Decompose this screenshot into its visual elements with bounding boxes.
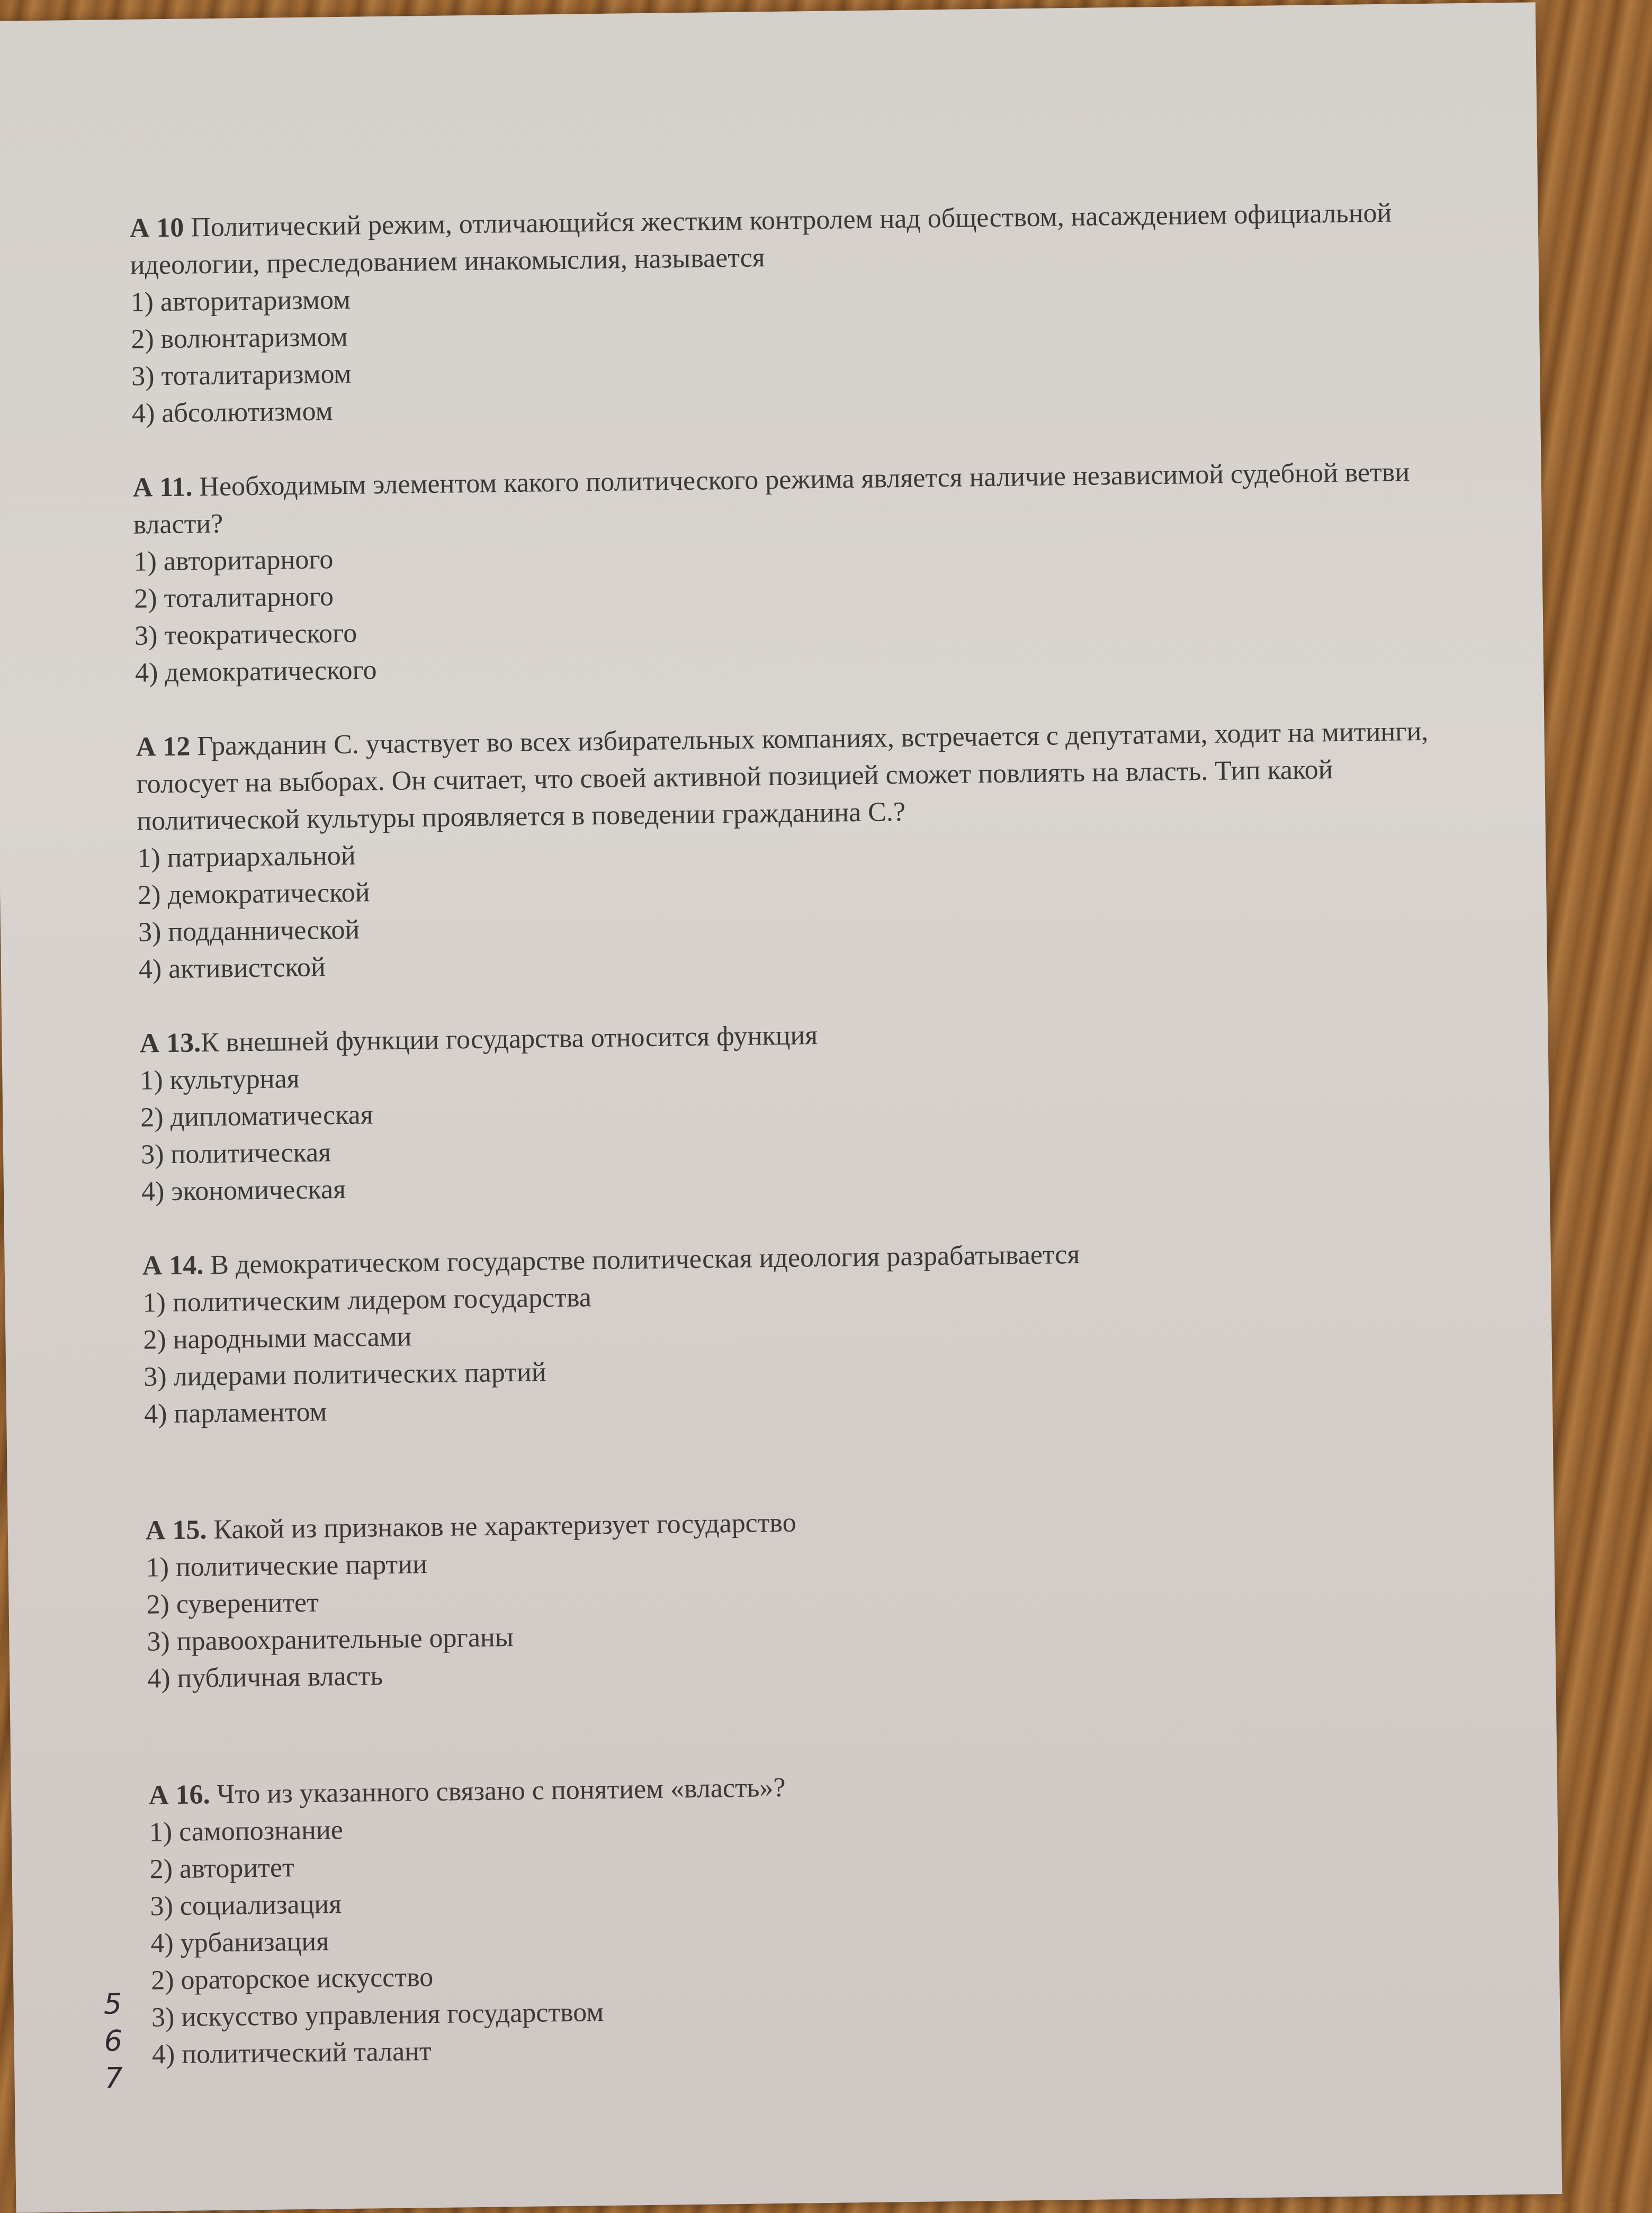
question-a13 (139, 1009, 1455, 1210)
answer-option: 4) публичная власть (147, 1661, 383, 1694)
handwritten-number: 6 (104, 2024, 123, 2058)
answer-option-text: 4) политический талант (151, 2036, 432, 2070)
answer-option: 2) дипломатическая (140, 1100, 373, 1133)
question-a12 (136, 713, 1452, 988)
question-body: Политический режим, отличающийся жестким контролем над обществом, насаждением официальной идеологии, преследованием инакомыслия, называется (130, 197, 1392, 281)
answer-option: 2) волюнтаризмом (131, 321, 348, 355)
question-number: А 14. (142, 1250, 204, 1281)
question-number: А 12 (136, 731, 191, 762)
handwritten-number: 5 (103, 1987, 122, 2021)
answer-option: 4) активистской (138, 952, 326, 985)
answer-option: 2) демократической (137, 877, 370, 911)
answer-option: 4) урбанизация (150, 1926, 329, 1959)
answer-option-text: 2) ораторское искусство (150, 1962, 434, 1996)
answer-option: 3) подданнической (138, 914, 360, 948)
answer-option: 1) самопознание (149, 1815, 344, 1848)
answer-option: 4) парламентом (143, 1397, 327, 1429)
answer-option: 2) авторитет (149, 1852, 295, 1885)
answer-option-text: 3) искусство управления государством (151, 1997, 604, 2033)
answer-option: 4) демократического (134, 655, 377, 688)
answer-option: 1) патриархальной (137, 840, 356, 874)
answer-option: 4) экономическая (141, 1174, 346, 1207)
answer-option: 4) абсолютизмом (131, 396, 333, 429)
question-a16 (103, 1761, 1466, 2095)
answer-option: 2) суверенитет (146, 1587, 319, 1620)
paper-sheet (0, 2, 1562, 2212)
question-body: Что из указанного связано с понятием «власть»? (217, 1772, 786, 1810)
question-number: А 16. (148, 1779, 210, 1811)
question-number: А 11. (132, 472, 193, 503)
answer-option: 1) авторитаризмом (130, 284, 351, 318)
answer-option: 1) авторитарного (133, 544, 334, 577)
question-a15 (145, 1496, 1460, 1697)
question-number: А 13. (139, 1028, 201, 1059)
question-body: Гражданин С. участвует во всех избирательных компаниях, встречается с депутатами, ходит на митинги, голосует на выборах. Он считает, что своей активной позицией сможет повлиять на власть. Тип какой политической культуры проявляется в поведении гражданина С.? (136, 716, 1429, 836)
answer-option: 2) тоталитарного (134, 581, 334, 614)
question-number: А 10 (129, 212, 184, 244)
answer-option: 3) правоохранительные органы (147, 1622, 514, 1657)
answer-option: 2) народными массами (143, 1321, 412, 1355)
question-body: К внешней функции государства относится функция (200, 1020, 818, 1058)
answer-option: 3) тоталитаризмом (131, 358, 352, 392)
question-number: А 15. (145, 1515, 207, 1546)
question-text (136, 713, 1450, 840)
answer-option: 3) политическая (140, 1137, 331, 1170)
question-a10 (129, 194, 1445, 432)
answer-option: 3) лидерами политических партий (143, 1357, 546, 1392)
question-body: В демократическом государстве политическая идеология разрабатывается (210, 1239, 1080, 1281)
test-content (103, 194, 1466, 2110)
question-body: Необходимым элементом какого политического режима является наличие независимой судебной ветви власти? (133, 457, 1410, 540)
question-a11 (132, 453, 1448, 691)
handwritten-number: 7 (104, 2061, 123, 2095)
answer-option: 3) социализация (150, 1889, 342, 1922)
answer-option: 1) политическим лидером государства (142, 1282, 592, 1318)
answer-option: 1) политические партии (146, 1549, 428, 1583)
answer-option: 3) теократического (134, 618, 357, 651)
question-body: Какой из признаков не характеризует государство (213, 1507, 797, 1545)
question-a14 (142, 1231, 1457, 1433)
answer-option: 1) культурная (140, 1063, 300, 1096)
